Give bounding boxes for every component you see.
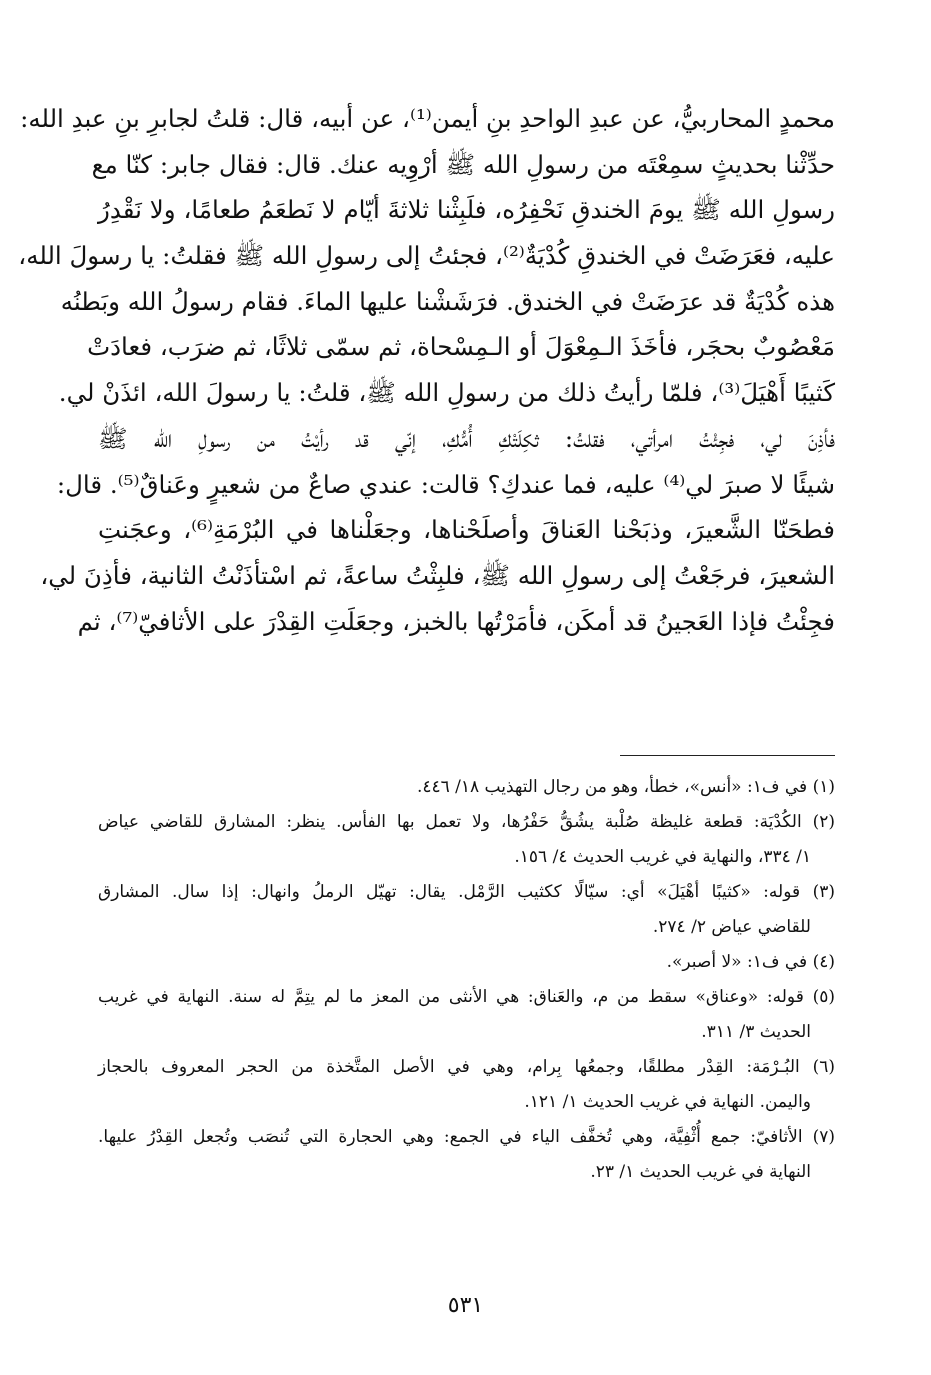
text-line: شيئًا لا صبرَ لي⁽⁴⁾ عليه، فما عندكِ؟ قالت: عندي صاعٌ من شعيرٍ وعَناقٌ⁽⁵⁾. قال: [56, 469, 835, 499]
footnote-divider [620, 755, 835, 756]
footnote-line: (١) في ف١: «أنس»، خطأ، وهو من رجال التهذيب ١٨/ ٤٤٦. [416, 777, 835, 797]
footnote-7 [98, 1120, 835, 1190]
text-line: فطحَنّا الشَّعيرَ، وذبَحْنا العَناقَ وأصلَحْناها، وجعَلْناها في البُرْمَةِ⁽⁶⁾، وعجَنتِ [98, 515, 835, 545]
footnote-line: واليمن. النهاية في غريب الحديث ١/ ١٢١. [524, 1092, 811, 1112]
footnote-3 [98, 875, 835, 945]
text-line: مَعْصُوبٌ بحجَر، فأخَذَ الـمِعْوَلَ أو الـمِسْحاة، ثم سمّى ثلاثًا، ثم ضرَب، فعادَتْ [87, 332, 835, 362]
footnotes [98, 770, 835, 1190]
text-line: محمدٍ المحاربيُّ، عن عبدِ الواحدِ بنِ أيمن⁽¹⁾، عن أبيه، قال: قلتُ لجابرِ بنِ عبدِ الله: [20, 104, 835, 133]
footnote-5 [98, 980, 835, 1050]
footnote-line: (٦) البُـرْمَة: القِدْر مطلقًا، وجمعُها بِرام، وهي في الأصل المتَّخذة من الحجر المعروف بالحجاز [98, 1057, 835, 1077]
footnote-line: الحديث ٣/ ٣١١. [701, 1022, 811, 1042]
footnote-1 [98, 770, 835, 805]
text-line: رسولِ الله ﷺ يومَ الخندقِ نَحْفِرُه، فلَبِثْنا ثلاثةَ أيّام لا نَطعَمُ طعامًا، ولا نَقْدِرُ [98, 195, 835, 225]
footnote-line: النهاية في غريب الحديث ١/ ٢٣. [590, 1162, 811, 1182]
footnote-6 [98, 1050, 835, 1120]
footnote-line: للقاضي عياض ٢/ ٢٧٤. [652, 917, 811, 937]
text-line: فأذِنَ لي، فجِئْتُ امرأتي، فقلتُ: ثكِلَتْكِ أُمُّكِ، إنّي قد رأيْتُ من رسولِ الله ﷺ [98, 423, 835, 453]
footnote-line: (٣) قوله: «كثيبًا أهْيَلَ» أي: سيّالًا ككثيب الرَّمْل. يقال: تهيّل الرملُ وانهال: إذا سال. المشارق [98, 882, 835, 902]
footnote-4 [98, 945, 835, 980]
text-line: الشعيرَ، فرجَعْتُ إلى رسولِ الله ﷺ، فلبِثْتُ ساعةً، ثم اسْتأذَنْتُ الثانية، فأذِنَ لي، [40, 560, 835, 590]
text-line: فجِئْتُ فإذا العَجينُ قد أمكَن، فأمَرْتُها بالخبز، وجعَلَتِ القِدْرَ على الأثافيّ⁽⁷⁾، ثم [77, 606, 835, 636]
main-text [18, 96, 835, 644]
text-line: هذه كُدْيَةٌ قد عرَضَتْ في الخندق. فرَشَشْنا عليها الماءَ. فقام رسولُ الله وبَطنُه [60, 286, 835, 316]
footnote-line: (٤) في ف١: «لا أصبر». [666, 952, 835, 972]
text-line: حدِّثْنا بحديثٍ سمِعْتَه من رسولِ الله ﷺ أرْوِيه عنك. قال: فقال جابر: كنّا مع [91, 149, 835, 179]
text-line: عليه، فعَرَضَتْ في الخندقِ كُدْيَةٌ⁽²⁾، فجئتُ إلى رسولِ الله ﷺ فقلتُ: يا رسولَ الله، [18, 241, 835, 271]
page-number: ٥٣١ [447, 1293, 484, 1318]
footnote-line: (٢) الكُدْيَة: قطعة غليظة صُلْبة يشُقُّ حَفْرُها، ولا تعمل بها الفأس. ينظر: المشارق للقاضي عياض [98, 812, 835, 832]
footnote-line: (٧) الأثافيّ: جمع أُثْفِيَّة، وهي تُخفَّف الياء في الجمع: وهي الحجارة التي تُنصَب وتُجعل القِدْرُ عليها. [98, 1127, 836, 1147]
footnote-line: ١/ ٣٣٤، والنهاية في غريب الحديث ٤/ ١٥٦. [514, 847, 811, 867]
footnote-line: (٥) قوله: «وعناق» سقط من م، والعَناق: هي الأنثى من المعز ما لم يتِمَّ له سنة. النهاية في غريب [98, 987, 835, 1007]
footnote-2 [98, 805, 835, 875]
text-line: كَثيبًا أَهْيَلَ⁽³⁾، فلمّا رأيتُ ذلك من رسولِ الله ﷺ، قلتُ: يا رسولَ الله، ائذَنْ لي. [58, 378, 835, 408]
